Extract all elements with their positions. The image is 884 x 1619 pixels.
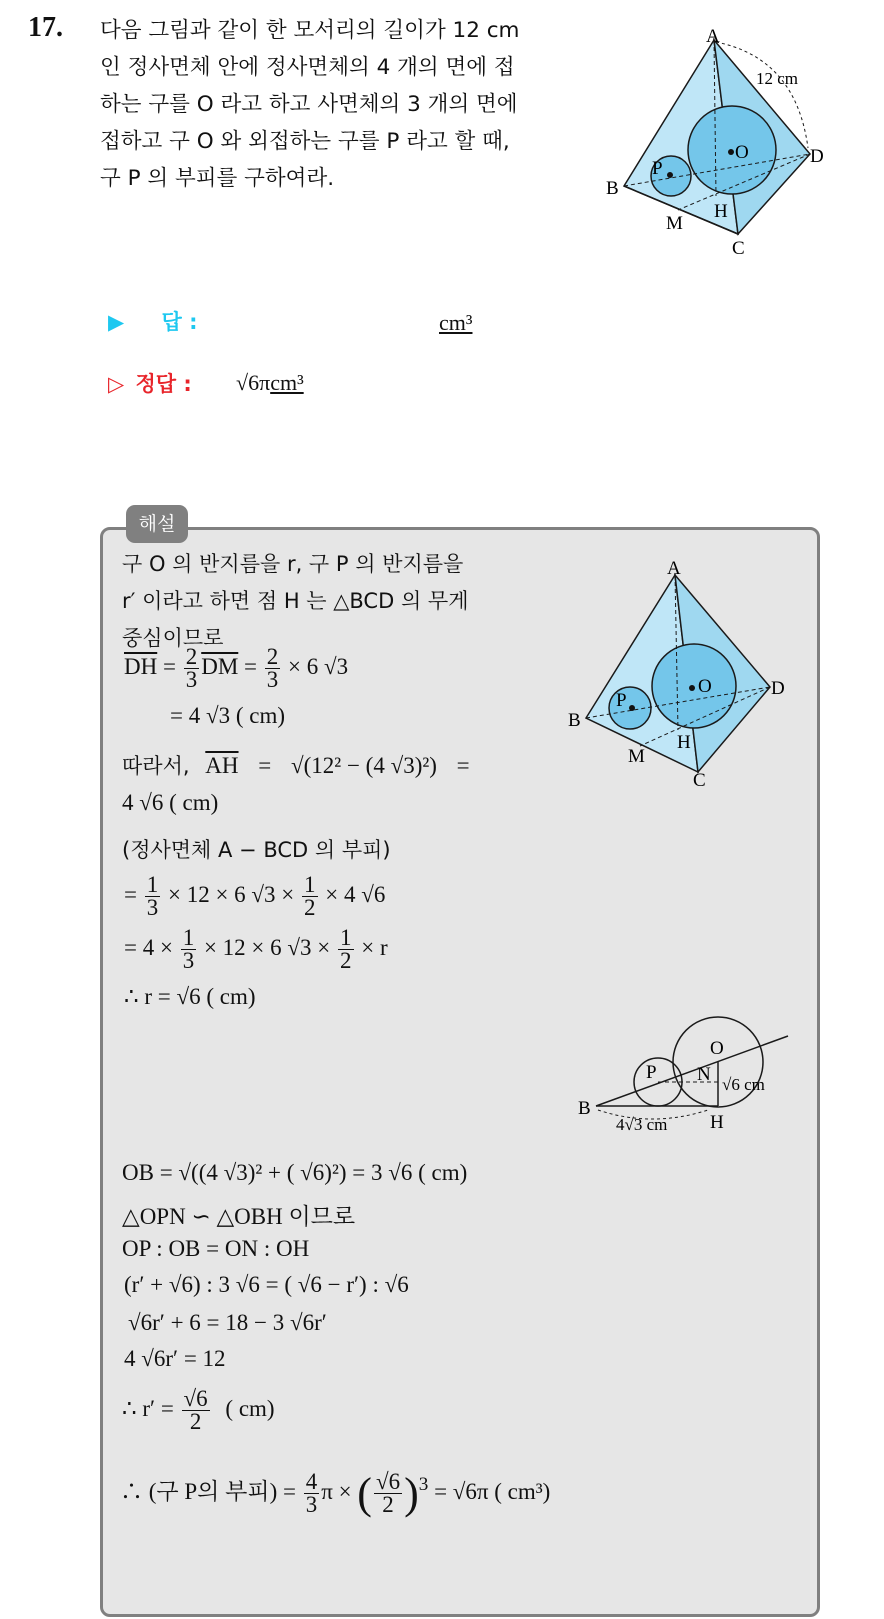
- correct-answer-row: [108, 368, 192, 398]
- answer-unit: cm³: [439, 310, 473, 335]
- fraction: $\frac{1}{2}$: [340, 925, 352, 973]
- answer-row: [108, 306, 197, 336]
- question-line: 구 P 의 부피를 구하여라.: [100, 166, 335, 191]
- fraction: $\frac{√6}{2}$: [375, 1469, 401, 1517]
- fraction: $\frac{1}{3}$: [146, 872, 159, 920]
- fraction: $\frac{2}{3}$: [185, 644, 198, 692]
- explanation-tag: 해설: [126, 505, 188, 543]
- label-d: D: [771, 678, 785, 699]
- correct-answer-value: [236, 370, 304, 396]
- eq-ah-root: √(12² − (4 √3)²): [291, 753, 437, 778]
- label-o: O: [710, 1038, 724, 1059]
- eq-ah: [122, 750, 470, 780]
- seg-ah: $\overline{AH}$: [205, 753, 239, 778]
- eq-dh: [124, 646, 348, 691]
- eq-dh-result: = 4 √3 ( cm): [170, 703, 286, 728]
- seg-dh: $\overline{DH}$: [124, 653, 158, 679]
- fraction: $\frac{1}{3}$: [182, 925, 195, 973]
- eq-sign: =: [162, 653, 176, 679]
- label-o: O: [735, 142, 749, 163]
- volume-eq-2: = 4 × $\frac{1}{3}$ × 12 × 6 √3 × $\frac{1}{2}$ × r: [124, 925, 388, 973]
- point-o: [728, 149, 734, 155]
- fraction: $\frac{2}{3}$: [266, 644, 279, 692]
- label-o: O: [698, 676, 712, 697]
- eq-sign: =: [244, 653, 258, 679]
- label-c: C: [693, 770, 706, 791]
- volume-title: (정사면체 A − BCD 의 부피): [122, 838, 391, 862]
- label-n: N: [697, 1064, 711, 1085]
- question-line: 접하고 구 O 와 외접하는 구를 P 라고 할 때,: [100, 129, 510, 154]
- eq-rhs: × 6 √3: [288, 653, 349, 679]
- question-line: 다음 그림과 같이 한 모서리의 길이가 12 cm: [100, 18, 520, 43]
- seg-dm: $\overline{DM}$: [201, 653, 239, 679]
- ratio-eq-2: (r′ + √6) : 3 √6 = ( √6 − r′) : √6: [124, 1272, 409, 1297]
- eq-sign: =: [258, 753, 272, 778]
- label-m: M: [628, 746, 645, 767]
- fraction: $\frac{1}{2}$: [304, 872, 316, 920]
- eq-ob: OB = √((4 √3)² + ( √6)²) = 3 √6 ( cm): [122, 1160, 468, 1185]
- fraction: $\frac{4}{3}$: [305, 1469, 318, 1517]
- similar-triangles: △OPN ∽ △OBH 이므로: [122, 1204, 356, 1229]
- label-d: D: [810, 146, 824, 167]
- label-b: B: [578, 1098, 591, 1119]
- question-number: 17.: [28, 12, 63, 43]
- label-p: P: [646, 1062, 657, 1083]
- question-line: 하는 구를 O 라고 하고 사면체의 3 개의 면에: [100, 92, 518, 117]
- final-volume: ∴ (구 P의 부피) = $\frac{4}{3}$ π × ( $\frac{√6}{2}$ )$^3$ = √6π ( cm³): [120, 1469, 551, 1518]
- point-p: [629, 705, 635, 711]
- r-result: ∴ r = √6 ( cm): [124, 984, 256, 1009]
- tetrahedron-figure-2: [560, 550, 800, 795]
- label-b: B: [568, 710, 581, 731]
- step-2: 4 √6r′ = 12: [124, 1346, 226, 1371]
- fraction: $\frac{√6}{2}$: [183, 1386, 208, 1434]
- label-b: B: [606, 178, 619, 199]
- volume-eq-1: = $\frac{1}{3}$ × 12 × 6 √3 × $\frac{1}{2}$ × 4 √6: [124, 872, 386, 920]
- label-edge-length: 12 cm: [756, 69, 799, 88]
- eq-ah-prefix: 따라서,: [122, 754, 190, 778]
- play-icon: ▶: [108, 310, 125, 334]
- label-h: H: [714, 201, 728, 222]
- label-a: A: [706, 26, 720, 47]
- question-line: 인 정사면체 안에 정사면체의 4 개의 면에 접: [100, 55, 515, 80]
- answer-label: 답 :: [161, 310, 198, 334]
- label-nh-length: √6 cm: [722, 1075, 765, 1094]
- r-prime-result: ∴ r′ = $\frac{√6}{2}$ ( cm): [122, 1386, 275, 1434]
- eq-sign: =: [456, 753, 470, 778]
- point-o: [689, 685, 695, 691]
- eq-ah-result: 4 √6 ( cm): [122, 790, 219, 815]
- correct-unit: cm³: [270, 370, 304, 395]
- label-p: P: [652, 158, 663, 179]
- label-m: M: [666, 213, 683, 234]
- step-1: √6r′ + 6 = 18 − 3 √6r′: [128, 1310, 327, 1335]
- question-text: [100, 12, 590, 197]
- point-p: [667, 172, 673, 178]
- label-a: A: [667, 558, 681, 579]
- explanation-line: 구 O 의 반지름을 r, 구 P 의 반지름을: [122, 552, 464, 576]
- correct-value: √6π: [236, 370, 271, 395]
- explanation-line: 중심이므로: [122, 626, 224, 650]
- outline-play-icon: ▷: [108, 372, 125, 396]
- label-p: P: [616, 690, 627, 711]
- explanation-line: r′ 이라고 하면 점 H 는 △BCD 의 무게: [122, 589, 469, 613]
- tangent-line: [596, 1036, 788, 1106]
- label-h: H: [677, 732, 691, 753]
- label-bh-length: 4√3 cm: [616, 1115, 668, 1134]
- tetrahedron-figure: [596, 18, 846, 268]
- correct-label: 정답 :: [135, 372, 192, 396]
- ratio-eq: OP : OB = ON : OH: [122, 1236, 310, 1261]
- label-h: H: [710, 1112, 724, 1133]
- cross-section-figure: [572, 1010, 792, 1140]
- label-c: C: [732, 238, 745, 259]
